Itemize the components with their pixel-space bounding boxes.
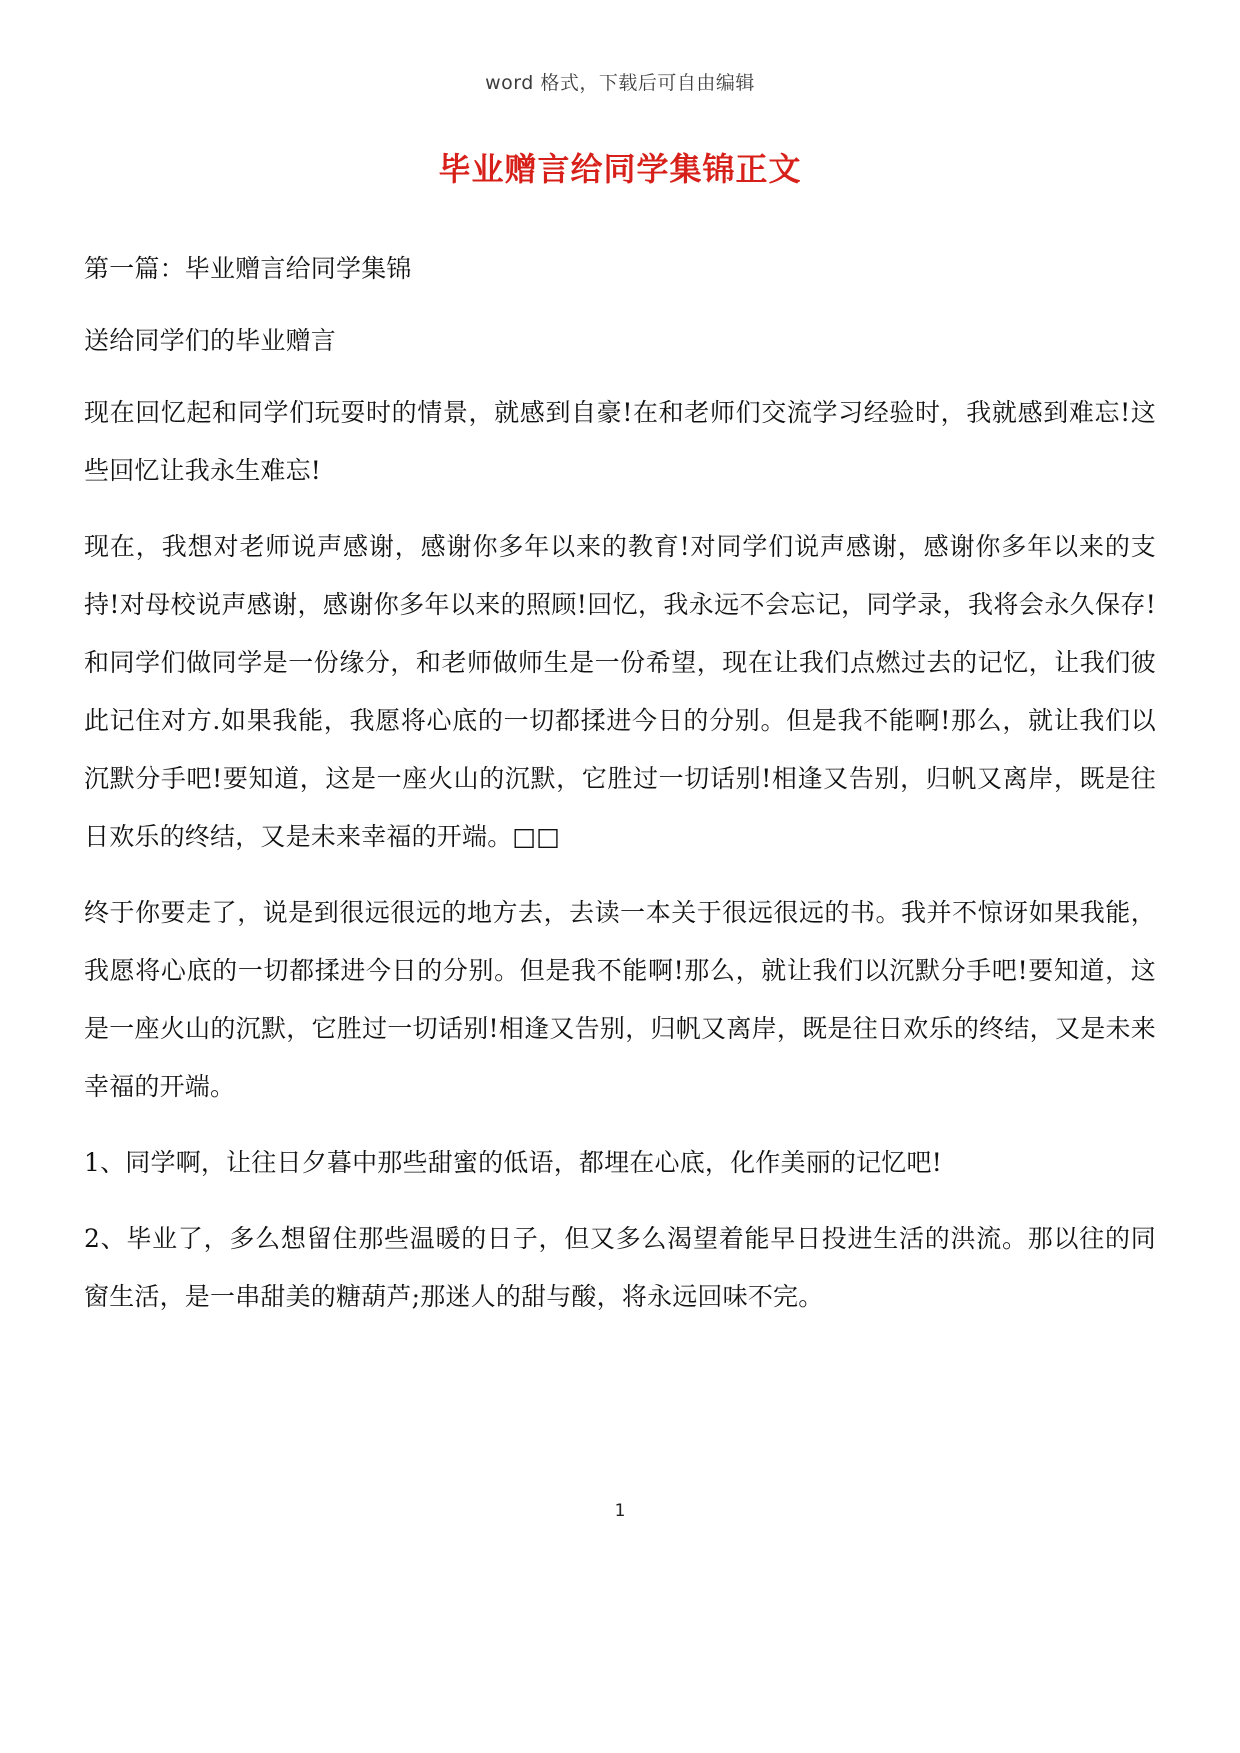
watermark-header: word 格式，下载后可自由编辑 xyxy=(485,72,755,94)
paragraph: 第一篇：毕业赠言给同学集锦 xyxy=(84,254,412,283)
page-number: 1 xyxy=(614,1501,626,1521)
paragraph: 现在，我想对老师说声感谢，感谢你多年以来的教育!对同学们说声感谢，感谢你多年以来的支持!对母校说声感谢，感谢你多年以来的照顾!回忆，我永远不会忘记，同学录，我将会永久保存!和同学们做同学是一份缘分，和老师做师生是一份希望，现在让我们点燃过去的记忆，让我们彼此记住对方.如果我能，我愿将心底的一切都揉进今日的分别。但是我不能啊!那么，就让我们以沉默分手吧!要知道，这是一座火山的沉默，它胜过一切话别!相逢又告别，归帆又离岸，既是往日欢乐的终结，又是未来幸福的开端。□□ xyxy=(84,532,1156,851)
paragraph: 现在回忆起和同学们玩耍时的情景，就感到自豪!在和老师们交流学习经验时，我就感到难忘!这些回忆让我永生难忘! xyxy=(84,398,1156,485)
paragraph: 2、毕业了，多么想留住那些温暖的日子，但又多么渴望着能早日投进生活的洪流。那以往的同窗生活，是一串甜美的糖葫芦;那迷人的甜与酸，将永远回味不完。 xyxy=(84,1224,1156,1311)
page-title: 毕业赠言给同学集锦正文 xyxy=(438,150,802,188)
paragraph: 1、同学啊，让往日夕暮中那些甜蜜的低语，都埋在心底，化作美丽的记忆吧! xyxy=(84,1148,942,1177)
document-body xyxy=(84,240,1156,1344)
paragraph: 送给同学们的毕业赠言 xyxy=(84,326,337,355)
paragraph: 终于你要走了，说是到很远很远的地方去，去读一本关于很远很远的书。我并不惊讶如果我能，我愿将心底的一切都揉进今日的分别。但是我不能啊!那么，就让我们以沉默分手吧!要知道，这是一座火山的沉默，它胜过一切话别!相逢又告别，归帆又离岸，既是往日欢乐的终结，又是未来幸福的开端。 xyxy=(84,898,1156,1101)
